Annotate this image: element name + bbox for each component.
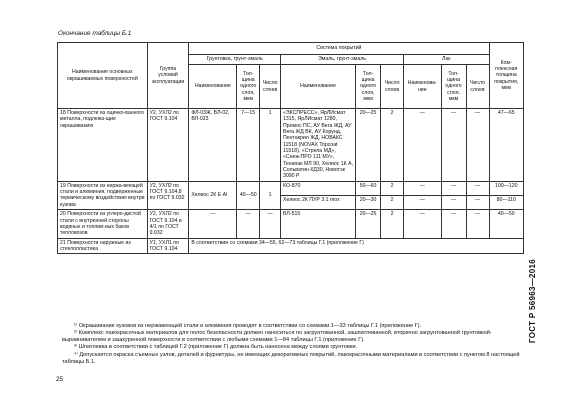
row-merged-reference: В соответствии со схемами 34—55, 62—73 таблицы Г.1 (приложение Г): [189, 238, 524, 254]
row-enamel-name: «ЭКСПРЕСС», ЯрЛИсмат 1315, ЯрЛИсмат 1280, Промос ПС, АУ Вега ЖД, АУ Вега ЖД ВК, АУ Корунд, Пентакрил ЖД, НОВАКС 11518 (NOVAX Topcoat 11518), «Стрела МД», «Снеж-ПРО 111 МУ», Тенапак МЛ 90, Хелиос 1К А, Сольватин КД30, Новотэк 3090 Р: [281, 109, 356, 182]
header-lacquer-thickness: Тол-щина одного слоя, мкм: [441, 65, 466, 109]
row-primer-count: 1: [260, 181, 281, 209]
row-enamel-thickness: 50—60: [356, 181, 381, 195]
row-total-thickness: 100—120: [489, 181, 524, 195]
row-primer-thickness: —: [237, 210, 260, 238]
row-lacquer-name: —: [404, 195, 442, 209]
row-total-thickness: 40—50: [489, 210, 524, 238]
header-group: Группа условий эксплуатации: [147, 43, 189, 109]
note-2: ²⁾ Комплекс лакокрасочных материалов для полос безопасности должен наноситься по загрунтованной, зашпатлеванной, вторично загрунтованной грунтовкой-выравнивателем и зашкуренной поверхности в соответствии с любыми схемами 1—84 таблицы Г.1 (приложение Г).: [62, 330, 492, 344]
row-primer-name: Хелиос 2К Е Al: [189, 181, 237, 209]
row-surface: 20 Поверхности из углеро-дистой стали с внутренней стороны водяных и топлив-ных баков тепловозов: [58, 210, 148, 238]
row-primer-thickness: 40—50: [237, 181, 260, 209]
row-enamel-thickness: 20—25: [356, 109, 381, 182]
row-lacquer-name: —: [404, 210, 442, 238]
row-enamel-thickness: 20—25: [356, 210, 381, 238]
header-primer-thickness: Тол-щина одного слоя, мкм: [237, 65, 260, 109]
row-enamel-name: ВЛ-515: [281, 210, 356, 238]
row-group: У1, УХЛ1 по ГОСТ 9.104: [147, 238, 189, 254]
header-lacquer: Лак: [404, 55, 489, 65]
header-enamel: Эмаль, грунт-эмаль: [281, 55, 404, 65]
gost-identifier: ГОСТ Р 56963—2016: [528, 258, 537, 343]
table-row: [58, 181, 524, 195]
row-lacquer-count: —: [466, 195, 489, 209]
header-lacquer-count: Число слоев: [466, 65, 489, 109]
row-primer-name: ФЛ-03Ж, ВЛ-02, ВЛ-023: [189, 109, 237, 182]
row-total-thickness: 47—65: [489, 109, 524, 182]
row-surface: 18 Поверхности из оцинко-ванного металла, подлежа-щие окрашиванию: [58, 109, 148, 182]
row-lacquer-name: —: [404, 181, 442, 195]
coating-systems-table: [57, 42, 524, 254]
table-row: [58, 109, 524, 182]
row-lacquer-count: —: [466, 210, 489, 238]
row-enamel-count: 2: [381, 181, 404, 195]
table-caption: Окончание таблицы Б.1: [58, 30, 132, 37]
header-surface: Наименование основных окрашиваемых поверхностей: [58, 43, 148, 109]
row-enamel-name: КО-870: [281, 181, 356, 195]
row-total-thickness: 80—110: [489, 195, 524, 209]
row-primer-thickness: 7—15: [237, 109, 260, 182]
row-lacquer-thickness: —: [441, 109, 466, 182]
row-group: У2, УХЛ2 по ГОСТ 9.104 и 4/1 по ГОСТ 9.032: [147, 210, 189, 238]
row-lacquer-thickness: —: [441, 195, 466, 209]
row-group: У2, УХЛ2 по ГОСТ 9.104: [147, 109, 189, 182]
note-3: ³⁾ Шпатлевка в соответствии с таблицей Г.2 (приложение Г) должна быть нанесена между слоями грунтовки.: [74, 344, 357, 351]
header-systems: Система покрытий: [189, 43, 489, 55]
row-enamel-count: 2: [381, 210, 404, 238]
row-lacquer-count: —: [466, 181, 489, 195]
row-surface: 19 Поверхности из нержа-веющей стали и алюминия, подверженные термическому воздействию внутри кузова: [58, 181, 148, 209]
row-primer-count: —: [260, 210, 281, 238]
table-row: [58, 210, 524, 238]
table-notes: [62, 323, 522, 366]
page-number: 25: [56, 376, 64, 383]
row-enamel-count: 2: [381, 195, 404, 209]
row-primer-name: —: [189, 210, 237, 238]
row-surface: 21 Поверхности наружные из стеклопластика: [58, 238, 148, 254]
row-enamel-name: Хелиос 2К ПУР 3:1 mox: [281, 195, 356, 209]
note-4: ⁴⁾ Допускается окраска съемных узлов, деталей и фурнитуры, не имеющих декоративных покрытий, лакокрасочными материалами в соответствии с пунктом 8 настоящей таблицы Б.1.: [62, 351, 520, 365]
row-lacquer-name: —: [404, 109, 442, 182]
row-primer-count: 1: [260, 109, 281, 182]
row-lacquer-thickness: —: [441, 210, 466, 238]
row-enamel-count: 2: [381, 109, 404, 182]
header-lacquer-name: Наименова-ние: [404, 65, 442, 109]
header-enamel-name: Наименование: [281, 65, 356, 109]
header-primer-name: Наименование: [189, 65, 237, 109]
header-complex-thickness: Ком-плексная толщина покрытия, мкм: [489, 43, 524, 109]
row-lacquer-count: —: [466, 109, 489, 182]
header-primer-count: Число слоев: [260, 65, 281, 109]
note-1: ¹⁾ Окрашивание кузовов из нержавеющей стали и алюминия проводят в соответствии со схемами 1—33 таблицы Г.1 (приложение Г).: [74, 323, 422, 329]
row-enamel-thickness: 20—30: [356, 195, 381, 209]
header-primer: Грунтовка, грунт-эмаль: [189, 55, 281, 65]
header-enamel-count: Число слоев: [381, 65, 404, 109]
row-lacquer-thickness: —: [441, 181, 466, 195]
row-group: У2, УХЛ2 по ГОСТ 9.104,8 по ГОСТ 9.032: [147, 181, 189, 209]
table-row: [58, 238, 524, 254]
header-enamel-thickness: Тол-щина одного слоя, мкм: [356, 65, 381, 109]
